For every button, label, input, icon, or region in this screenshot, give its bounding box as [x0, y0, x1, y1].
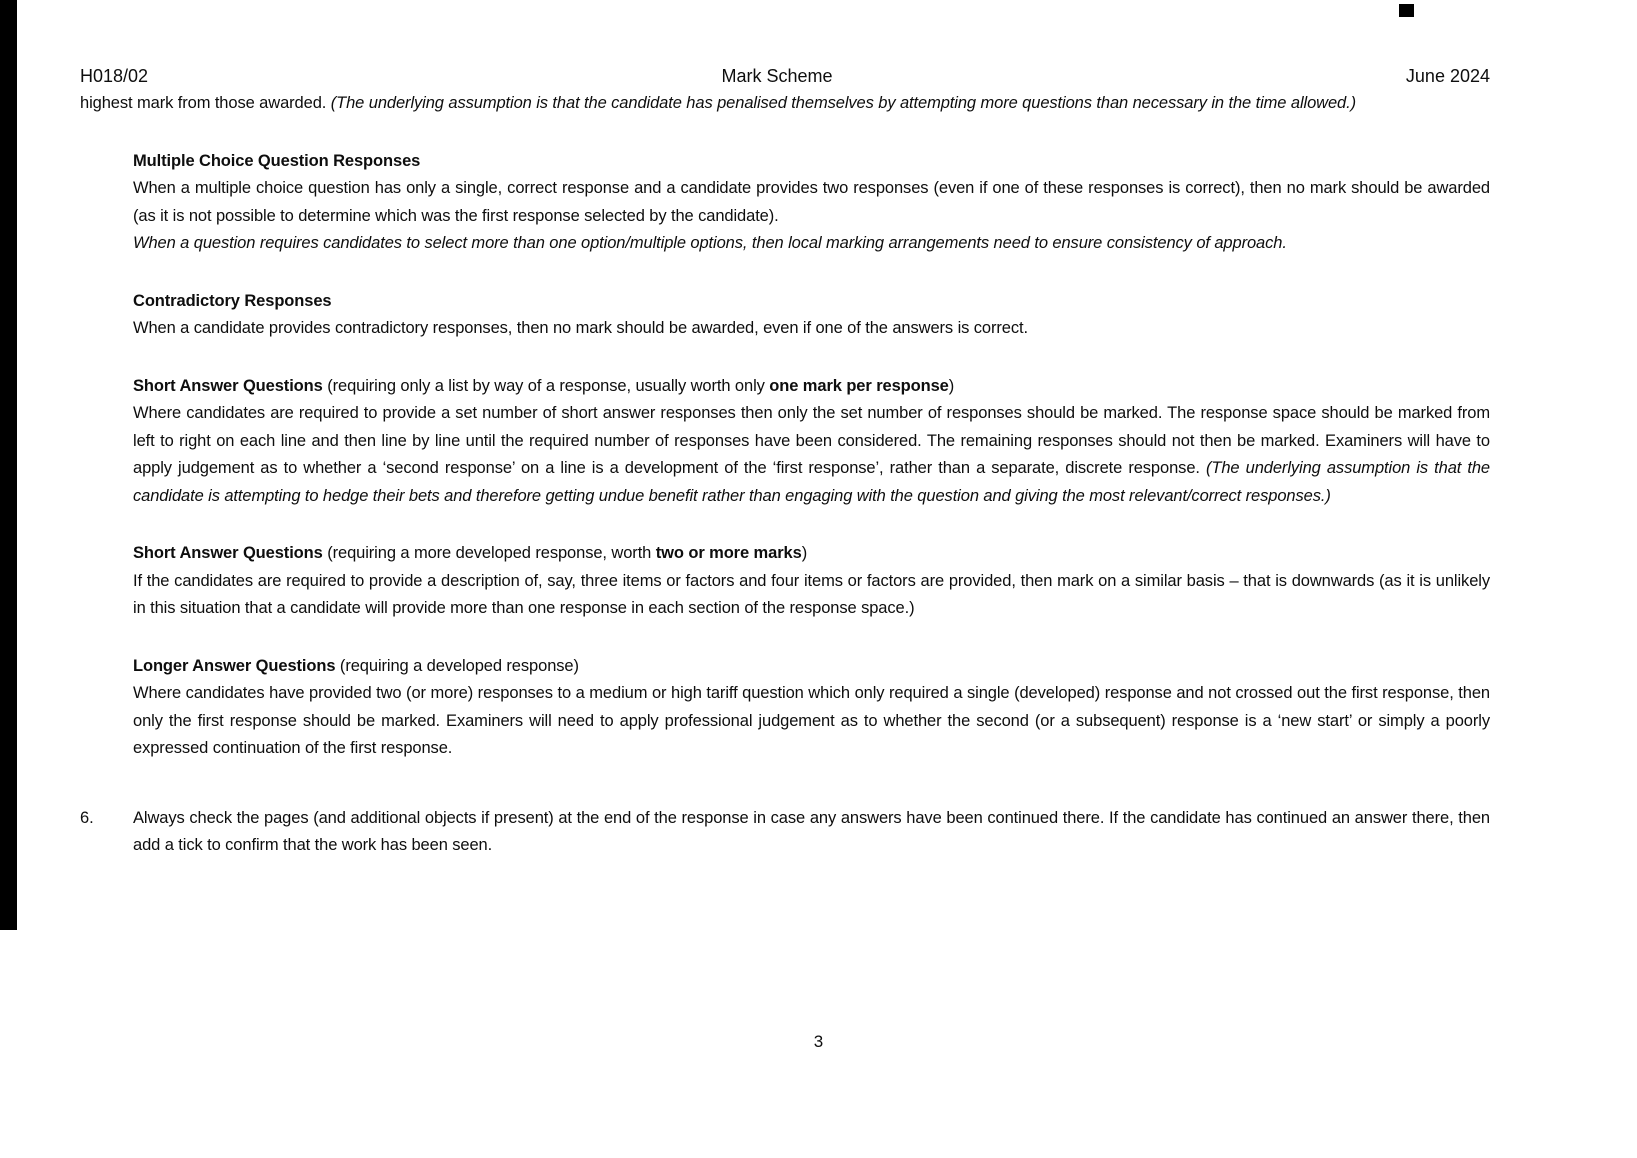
section-paragraph	[133, 400, 1490, 510]
paragraph-normal: Where candidates are required to provide a set number of short answer responses then only the set number of responses should be marked. The response space should be marked from left to right on each line and then line by line until the required number of responses have been considered. The remaining responses should not then be marked. Examiners will have to apply judgement as to whether a ‘second response’ on a line is a development of the ‘first response’, rather than a separate, discrete response.	[133, 404, 1490, 477]
heading-close: )	[801, 544, 808, 562]
page-header	[80, 66, 1490, 87]
heading-normal: (requiring a more developed response, worth	[322, 544, 656, 562]
heading-bold: Longer Answer Questions	[133, 656, 336, 675]
numbered-item-6	[80, 805, 1490, 860]
doc-title: Mark Scheme	[721, 66, 833, 86]
intro-normal-text: highest mark from those awarded.	[80, 94, 331, 112]
section-contradictory	[133, 288, 1490, 343]
section-short-answer-list	[133, 373, 1490, 511]
heading-bold-2: two or more marks	[655, 544, 802, 562]
section-paragraph: If the candidates are required to provide a description of, say, three items or factors and four items or factors are provided, then mark on a similar basis – that is downwards (as it is unlikely in this situation that a candidate will provide more than one response in each section of the response space.)	[133, 571, 1490, 617]
section-short-answer-developed	[133, 540, 1490, 623]
scan-artifact-top-mark	[1399, 4, 1414, 17]
section-paragraph: When a multiple choice question has only a single, correct response and a candidate provides two responses (even if one of these responses is correct), then no mark should be awarded (as it is not possible to determine which was the first response selected by the candidate).	[133, 179, 1490, 225]
document-body	[80, 90, 1490, 860]
section-heading: Contradictory Responses	[133, 291, 332, 310]
section-heading	[133, 653, 1490, 681]
section-heading: Multiple Choice Question Responses	[133, 151, 421, 170]
doc-date: June 2024	[1405, 66, 1490, 86]
section-longer-answer	[133, 653, 1490, 763]
section-multiple-choice	[133, 148, 1490, 258]
paragraph-italic: (The underlying assumption is that the candidate is attempting to hedge their bets and therefore getting undue benefit rather than engaging with the question and giving the most relevant/correct responses.)	[133, 459, 1491, 505]
scan-artifact-left-bar	[0, 0, 17, 930]
item-number: 6.	[80, 808, 94, 827]
intro-italic-text: (The underlying assumption is that the candidate has penalised themselves by attempting more questions than necessary in the time allowed.)	[330, 94, 1356, 112]
heading-normal: (requiring a developed response)	[335, 656, 579, 675]
heading-close: )	[948, 376, 955, 395]
section-paragraph: When a candidate provides contradictory responses, then no mark should be awarded, even if one of the answers is correct.	[133, 319, 1028, 337]
intro-paragraph	[80, 90, 1490, 118]
section-heading	[133, 540, 1490, 568]
item-text: Always check the pages (and additional objects if present) at the end of the response in case any answers have been continued there. If the candidate has continued an answer there, then add a tick to confirm that the work has been seen.	[133, 808, 1490, 854]
heading-bold-2: one mark per response	[769, 376, 949, 395]
section-heading	[133, 373, 1490, 401]
heading-normal: (requiring only a list by way of a response, usually worth only	[322, 376, 770, 395]
section-paragraph: Where candidates have provided two (or more) responses to a medium or high tariff question which only required a single (developed) response and not crossed out the first response, then only the first response should be marked. Examiners will need to apply professional judgement as to whether the second (or a subsequent) response is a ‘new start’ or simply a poorly expressed continuation of the first response.	[133, 684, 1490, 757]
doc-code: H018/02	[80, 66, 149, 86]
page-number: 3	[813, 1032, 824, 1051]
section-paragraph-italic: When a question requires candidates to select more than one option/multiple options, then local marking arrangements need to ensure consistency of approach.	[133, 234, 1287, 252]
heading-bold: Short Answer Questions	[133, 376, 323, 395]
heading-bold: Short Answer Questions	[133, 544, 323, 562]
